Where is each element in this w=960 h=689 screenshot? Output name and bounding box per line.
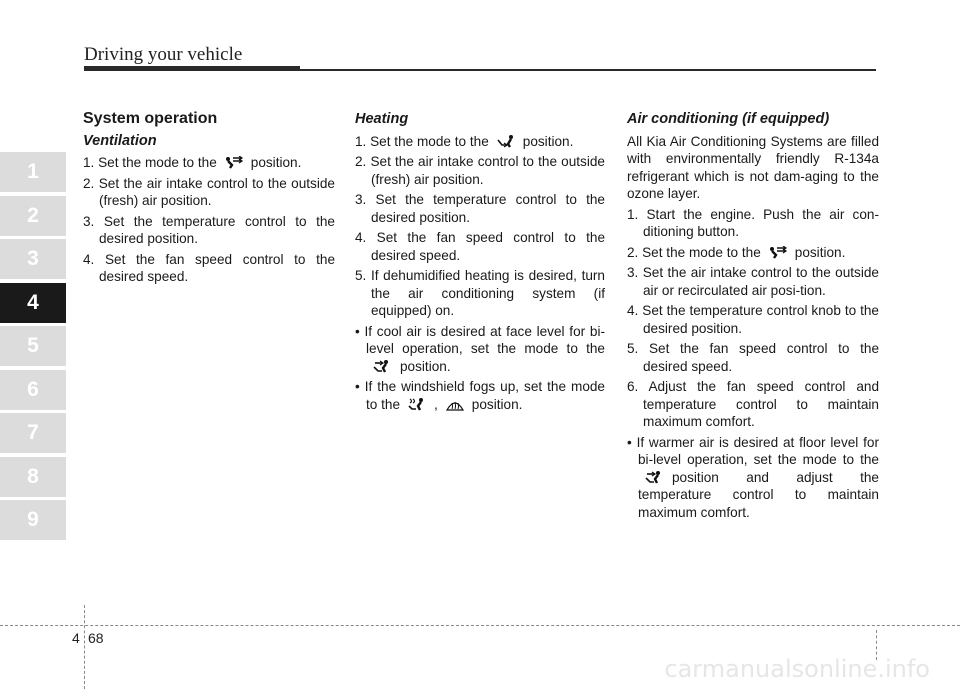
chapter-tab-7[interactable]: 7 <box>0 413 66 453</box>
chapter-tab-4[interactable]: 4 <box>0 283 66 323</box>
heating-step-2: 2. Set the air intake control to the outside (fresh) air position. <box>355 154 605 187</box>
page-header-title: Driving your vehicle <box>84 44 243 65</box>
column-system-operation <box>83 110 335 289</box>
heating-bullet-2: • If the windshield fogs up, set the mode to the , position. <box>355 379 605 412</box>
section-title: System operation <box>83 110 218 127</box>
ac-step-3: 3. Set the air intake control to the outside air or recirculated air posi-tion. <box>627 265 879 298</box>
heating-step-5: 5. If dehumidified heating is desired, turn the air conditioning system (if equipped) on. <box>355 268 605 318</box>
chapter-tab-6[interactable]: 6 <box>0 370 66 410</box>
face-vent-icon <box>224 156 244 169</box>
chapter-tabs <box>0 152 66 544</box>
heating-steps <box>355 133 605 320</box>
floor-defrost-icon <box>407 398 427 411</box>
bi-level-icon <box>373 360 393 373</box>
air-conditioning-subtitle: Air conditioning (if equipped) <box>627 111 830 127</box>
chapter-tab-3[interactable]: 3 <box>0 239 66 279</box>
header-rule-thin <box>300 69 876 71</box>
heating-step-3: 3. Set the temperature control to the desired position. <box>355 192 605 225</box>
watermark: carmanualsonline.info <box>664 655 930 683</box>
defrost-icon <box>445 398 465 411</box>
ventilation-subtitle: Ventilation <box>83 132 157 149</box>
air-conditioning-steps <box>627 206 879 431</box>
ventilation-step-2: 2. Set the air intake control to the outside (fresh) air position. <box>83 175 335 208</box>
ventilation-steps <box>83 154 335 286</box>
ac-step-4: 4. Set the temperature control knob to the desired position. <box>627 303 879 336</box>
chapter-tab-2[interactable]: 2 <box>0 196 66 236</box>
heating-subtitle: Heating <box>355 111 409 127</box>
header-rule-thick <box>84 66 300 71</box>
footer-chapter-number: 4 <box>72 630 80 646</box>
heating-step-1: 1. Set the mode to the position. <box>355 133 574 149</box>
face-vent-icon <box>768 246 788 259</box>
ac-step-2: 2. Set the mode to the position. <box>627 244 846 260</box>
ventilation-step-4: 4. Set the fan speed control to the desired speed. <box>83 251 335 284</box>
air-conditioning-bullets <box>627 434 879 522</box>
chapter-tab-8[interactable]: 8 <box>0 457 66 497</box>
chapter-tab-9[interactable]: 9 <box>0 500 66 540</box>
air-conditioning-intro: All Kia Air Conditioning Systems are filled with environmentally friendly R-134a refrigerant which is not dam-aging to the ozone layer. <box>627 133 879 201</box>
ventilation-step-1: 1. Set the mode to the position. <box>83 155 302 170</box>
heating-bullets <box>355 323 605 414</box>
heating-step-4: 4. Set the fan speed control to the desired speed. <box>355 230 605 263</box>
bi-level-icon <box>645 471 665 484</box>
ventilation-step-3: 3. Set the temperature control to the desired position. <box>83 213 335 246</box>
chapter-tab-1[interactable]: 1 <box>0 152 66 192</box>
column-heating <box>355 110 605 416</box>
footer-dashed-rule <box>0 625 960 626</box>
floor-vent-icon <box>496 135 516 148</box>
ac-step-6: 6. Adjust the fan speed control and temperature control to maintain maximum comfort. <box>627 379 879 429</box>
heating-bullet-1: • If cool air is desired at face level for bi-level operation, set the mode to the position. <box>355 323 605 374</box>
ac-step-1: 1. Start the engine. Push the air con-ditioning button. <box>627 206 879 239</box>
chapter-tab-5[interactable]: 5 <box>0 326 66 366</box>
ac-bullet-1: • If warmer air is desired at floor level for bi-level operation, set the mode to the position and adjust the temperature control to maintain maximum comfort. <box>627 434 879 520</box>
column-air-conditioning <box>627 110 879 524</box>
ac-step-5: 5. Set the fan speed control to the desired speed. <box>627 341 879 374</box>
footer-crop-mark-left <box>84 605 85 689</box>
footer-page-number: 68 <box>88 630 104 646</box>
